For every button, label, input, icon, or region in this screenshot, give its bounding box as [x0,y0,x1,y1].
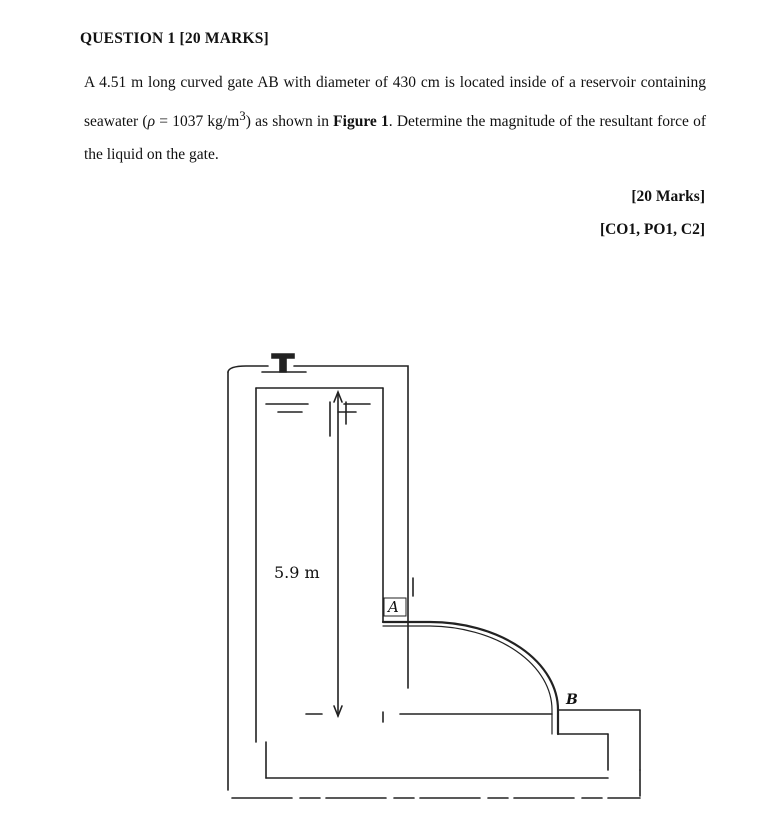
figure-reference: Figure 1 [333,113,389,131]
gate-ab-outer [383,622,558,734]
left-top-edge [228,366,268,372]
question-heading: QUESTION 1 [20 MARKS] [80,30,269,47]
marks-total: [20 Marks] [631,188,705,205]
right-top-edge [294,366,408,688]
depth-label: 5.9 m [274,563,320,582]
rho-symbol: ρ [147,113,156,131]
point-b-label: B [566,692,578,708]
statement-density: = 1037 kg/m [155,113,240,131]
course-outcomes: [CO1, PO1, C2] [599,221,705,238]
valve-icon [272,354,294,372]
unit-exponent: 3 [239,108,246,123]
statement-text-3: . Determine the magnitude of the resultant force of the liquid on the gate. [84,113,707,164]
statement-text-2: ) as shown in [245,113,334,131]
statement-text: A 4.51 m long curved gate AB with diameter of 430 cm is located inside of a reservoir containing seawater ( [84,74,706,131]
point-a-label: A [388,598,399,616]
